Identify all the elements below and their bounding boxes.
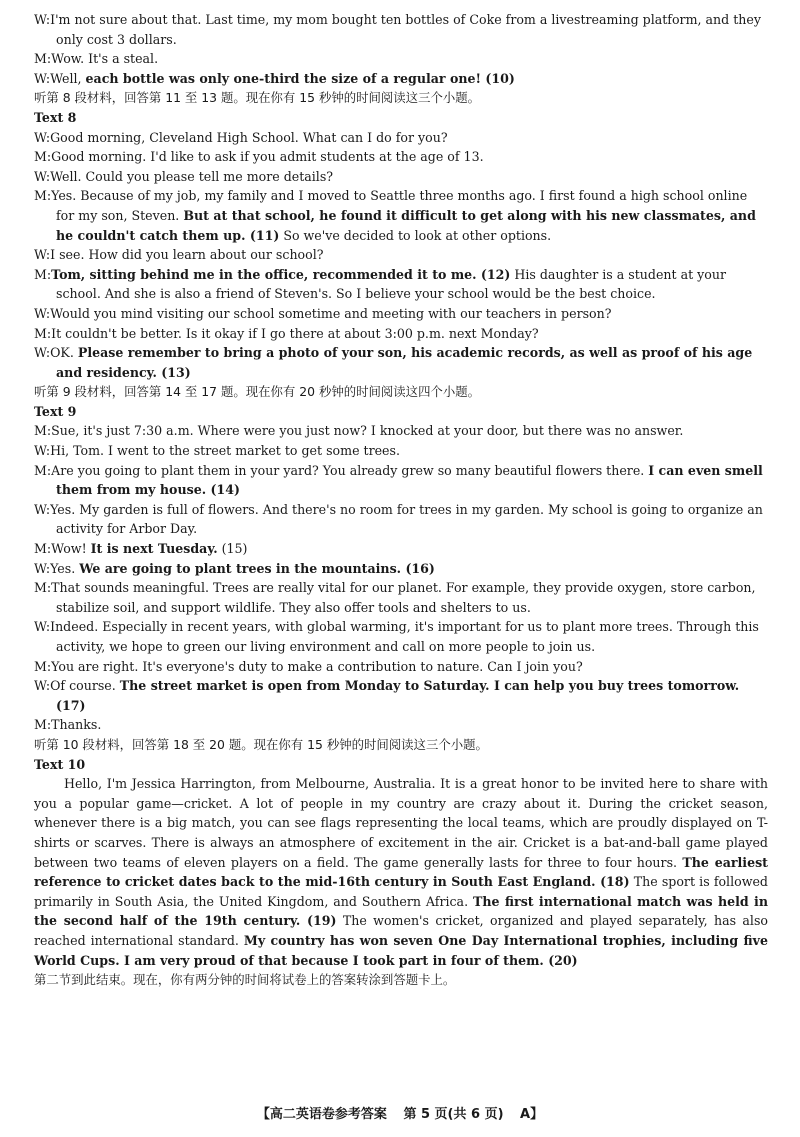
- answer-cue-text: But at that school, he found it difficult to get along with his new classmates, and he couldn't catch them up. (11): [56, 207, 756, 243]
- transcript-text: W:Yes.: [34, 560, 80, 576]
- dialogue-line: [34, 186, 768, 245]
- instruction-line: [34, 970, 768, 990]
- answer-cue-text: My country has won seven One Day International trophies, including five World Cups. I am very proud of that because I took part in four of them. (20): [34, 932, 769, 968]
- transcript-text: W:Good morning, Cleveland High School. What can I do for you?: [34, 129, 448, 145]
- answer-cue-text: We are going to plant trees in the mountains. (16): [79, 560, 435, 576]
- dialogue-line: [34, 500, 768, 539]
- dialogue-line: [34, 245, 768, 265]
- dialogue-line: [34, 578, 768, 617]
- transcript-text: M:Sue, it's just 7:30 a.m. Where were you just now? I knocked at your door, but there was no answer.: [34, 423, 684, 439]
- dialogue-line: [34, 461, 768, 500]
- section-heading: [34, 755, 768, 775]
- transcript-text: Hello, I'm Jessica Harrington, from Melbourne, Australia. It is a great honor to be invited here to share with you a popular game—cricket. A lot of people in my country are crazy about it. During the cricket season, whenever there is a big match, you can see flags representing the local teams, which are proudly displayed on T-shirts or scarves. There is always an atmosphere of excitement in the air. Cricket is a bat-and-ball game played between two teams of eleven players on a field. The game generally lasts for three to four hours.: [34, 776, 768, 870]
- transcript-text: W:Hi, Tom. I went to the street market to get some trees.: [34, 443, 400, 459]
- instruction-line: [34, 735, 768, 755]
- transcript-text: W:Yes. My garden is full of flowers. And there's no room for trees in my garden. My school is going to organize an activity for Arbor Day.: [34, 501, 763, 537]
- transcript-text: M:Wow. It's a steal.: [34, 51, 159, 67]
- dialogue-line: [34, 421, 768, 441]
- answer-cue-text: The first international match was held in the second half of the 19th century. (19): [34, 893, 768, 929]
- answer-cue-text: Tom, sitting behind me in the office, recommended it to me. (12): [51, 266, 511, 282]
- transcript-text: M:That sounds meaningful. Trees are really vital for our planet. For example, they provide oxygen, store carbon, stabilize soil, and support wildlife. They also offer tools and shelters to us.: [34, 580, 756, 615]
- transcript-text: W:OK.: [34, 345, 78, 361]
- transcript-text: 听第 8 段材料，回答第 11 至 13 题。现在你有 15 秒钟的时间阅读这三个小题。: [34, 90, 481, 106]
- transcript-text: (15): [217, 541, 248, 557]
- dialogue-line: [34, 265, 768, 304]
- transcript-text: 第二节到此结束。现在，你有两分钟的时间将试卷上的答案转涂到答题卡上。: [34, 972, 456, 988]
- answer-cue-text: It is next Tuesday.: [90, 541, 218, 557]
- answer-cue-text: Text 10: [34, 756, 86, 772]
- transcript-text: M:It couldn't be better. Is it okay if I go there at about 3:00 p.m. next Monday?: [34, 325, 539, 341]
- answer-cue-text: Text 8: [34, 109, 77, 125]
- transcript-text: M:You are right. It's everyone's duty to make a contribution to nature. Can I join you?: [34, 658, 583, 674]
- dialogue-line: [34, 559, 768, 579]
- dialogue-line: [34, 676, 768, 715]
- dialogue-line: [34, 343, 768, 382]
- transcript-text: M:Yes. Because of my job, my family and I moved to Seattle three months ago. I first found a high school online for my son, Steven.: [34, 188, 748, 223]
- transcript-text: W:I'm not sure about that. Last time, my mom bought ten bottles of Coke from a livestreaming platform, and they only cost 3 dollars.: [34, 12, 761, 47]
- section-heading: [34, 402, 768, 422]
- dialogue-line: [34, 49, 768, 69]
- dialogue-line: [34, 324, 768, 344]
- section-heading: [34, 108, 768, 128]
- dialogue-line: [34, 69, 768, 89]
- transcript-text: 听第 10 段材料，回答第 18 至 20 题。现在你有 15 秒钟的时间阅读这三个小题。: [34, 736, 488, 752]
- dialogue-line: [34, 539, 768, 559]
- dialogue-line: [34, 617, 768, 656]
- transcript-text: So we've decided to look at other options.: [279, 227, 552, 243]
- instruction-line: [34, 382, 768, 402]
- dialogue-line: [34, 715, 768, 735]
- transcript-text: W:Well,: [34, 70, 86, 86]
- answer-cue-text: Text 9: [34, 403, 77, 419]
- dialogue-line: [34, 441, 768, 461]
- dialogue-line: [34, 304, 768, 324]
- footer-version: A】: [520, 1107, 544, 1122]
- transcript-text: His daughter is a student at your school. And she is also a friend of Steven's. So I believe your school would be the best choice.: [56, 266, 726, 302]
- dialogue-line: [34, 657, 768, 677]
- transcript-text: W:Would you mind visiting our school sometime and meeting with our teachers in person?: [34, 305, 612, 321]
- transcript-text: M:Wow!: [34, 541, 91, 557]
- transcript-text: W:I see. How did you learn about our school?: [34, 247, 324, 263]
- dialogue-line: [34, 10, 768, 49]
- transcript-text: W:Indeed. Especially in recent years, with global warming, it's important for us to plant more trees. Through this activity, we hope to green our living environment and call on more people to join us.: [34, 619, 759, 654]
- transcript-text: M:: [34, 266, 52, 282]
- transcript-text: W:Well. Could you please tell me more details?: [34, 168, 334, 184]
- transcript-text: The women's cricket, organized and played separately, has also reached international standard.: [34, 913, 769, 948]
- answer-cue-text: Please remember to bring a photo of your son, his academic records, as well as proof of his age and residency. (13): [56, 345, 753, 380]
- page-footer: [0, 1103, 800, 1122]
- transcript-body: [34, 10, 768, 990]
- transcript-text: M:Good morning. I'd like to ask if you admit students at the age of 13.: [34, 149, 484, 165]
- dialogue-line: [34, 167, 768, 187]
- footer-page-number: 第 5 页(共 6 页): [403, 1107, 504, 1122]
- instruction-line: [34, 88, 768, 108]
- dialogue-line: [34, 128, 768, 148]
- transcript-text: M:Are you going to plant them in your yard? You already grew so many beautiful flowers there.: [34, 462, 649, 478]
- transcript-text: M:Thanks.: [34, 717, 102, 733]
- transcript-text: 听第 9 段材料，回答第 14 至 17 题。现在你有 20 秒钟的时间阅读这四个小题。: [34, 384, 481, 400]
- answer-cue-text: each bottle was only one-third the size of a regular one! (10): [85, 70, 515, 86]
- answer-cue-text: The street market is open from Monday to Saturday. I can help you buy trees tomorrow. (17): [56, 678, 740, 713]
- footer-title: 【高二英语卷参考答案: [256, 1107, 387, 1122]
- dialogue-line: [34, 147, 768, 167]
- transcript-text: The sport is followed primarily in South Asia, the United Kingdom, and Southern Africa.: [34, 874, 768, 909]
- transcript-text: W:Of course.: [34, 678, 120, 694]
- answer-cue-text: The earliest reference to cricket dates back to the mid-16th century in South East England. (18): [34, 854, 768, 890]
- answer-cue-text: I can even smell them from my house. (14): [56, 462, 763, 498]
- passage-paragraph: [34, 774, 768, 970]
